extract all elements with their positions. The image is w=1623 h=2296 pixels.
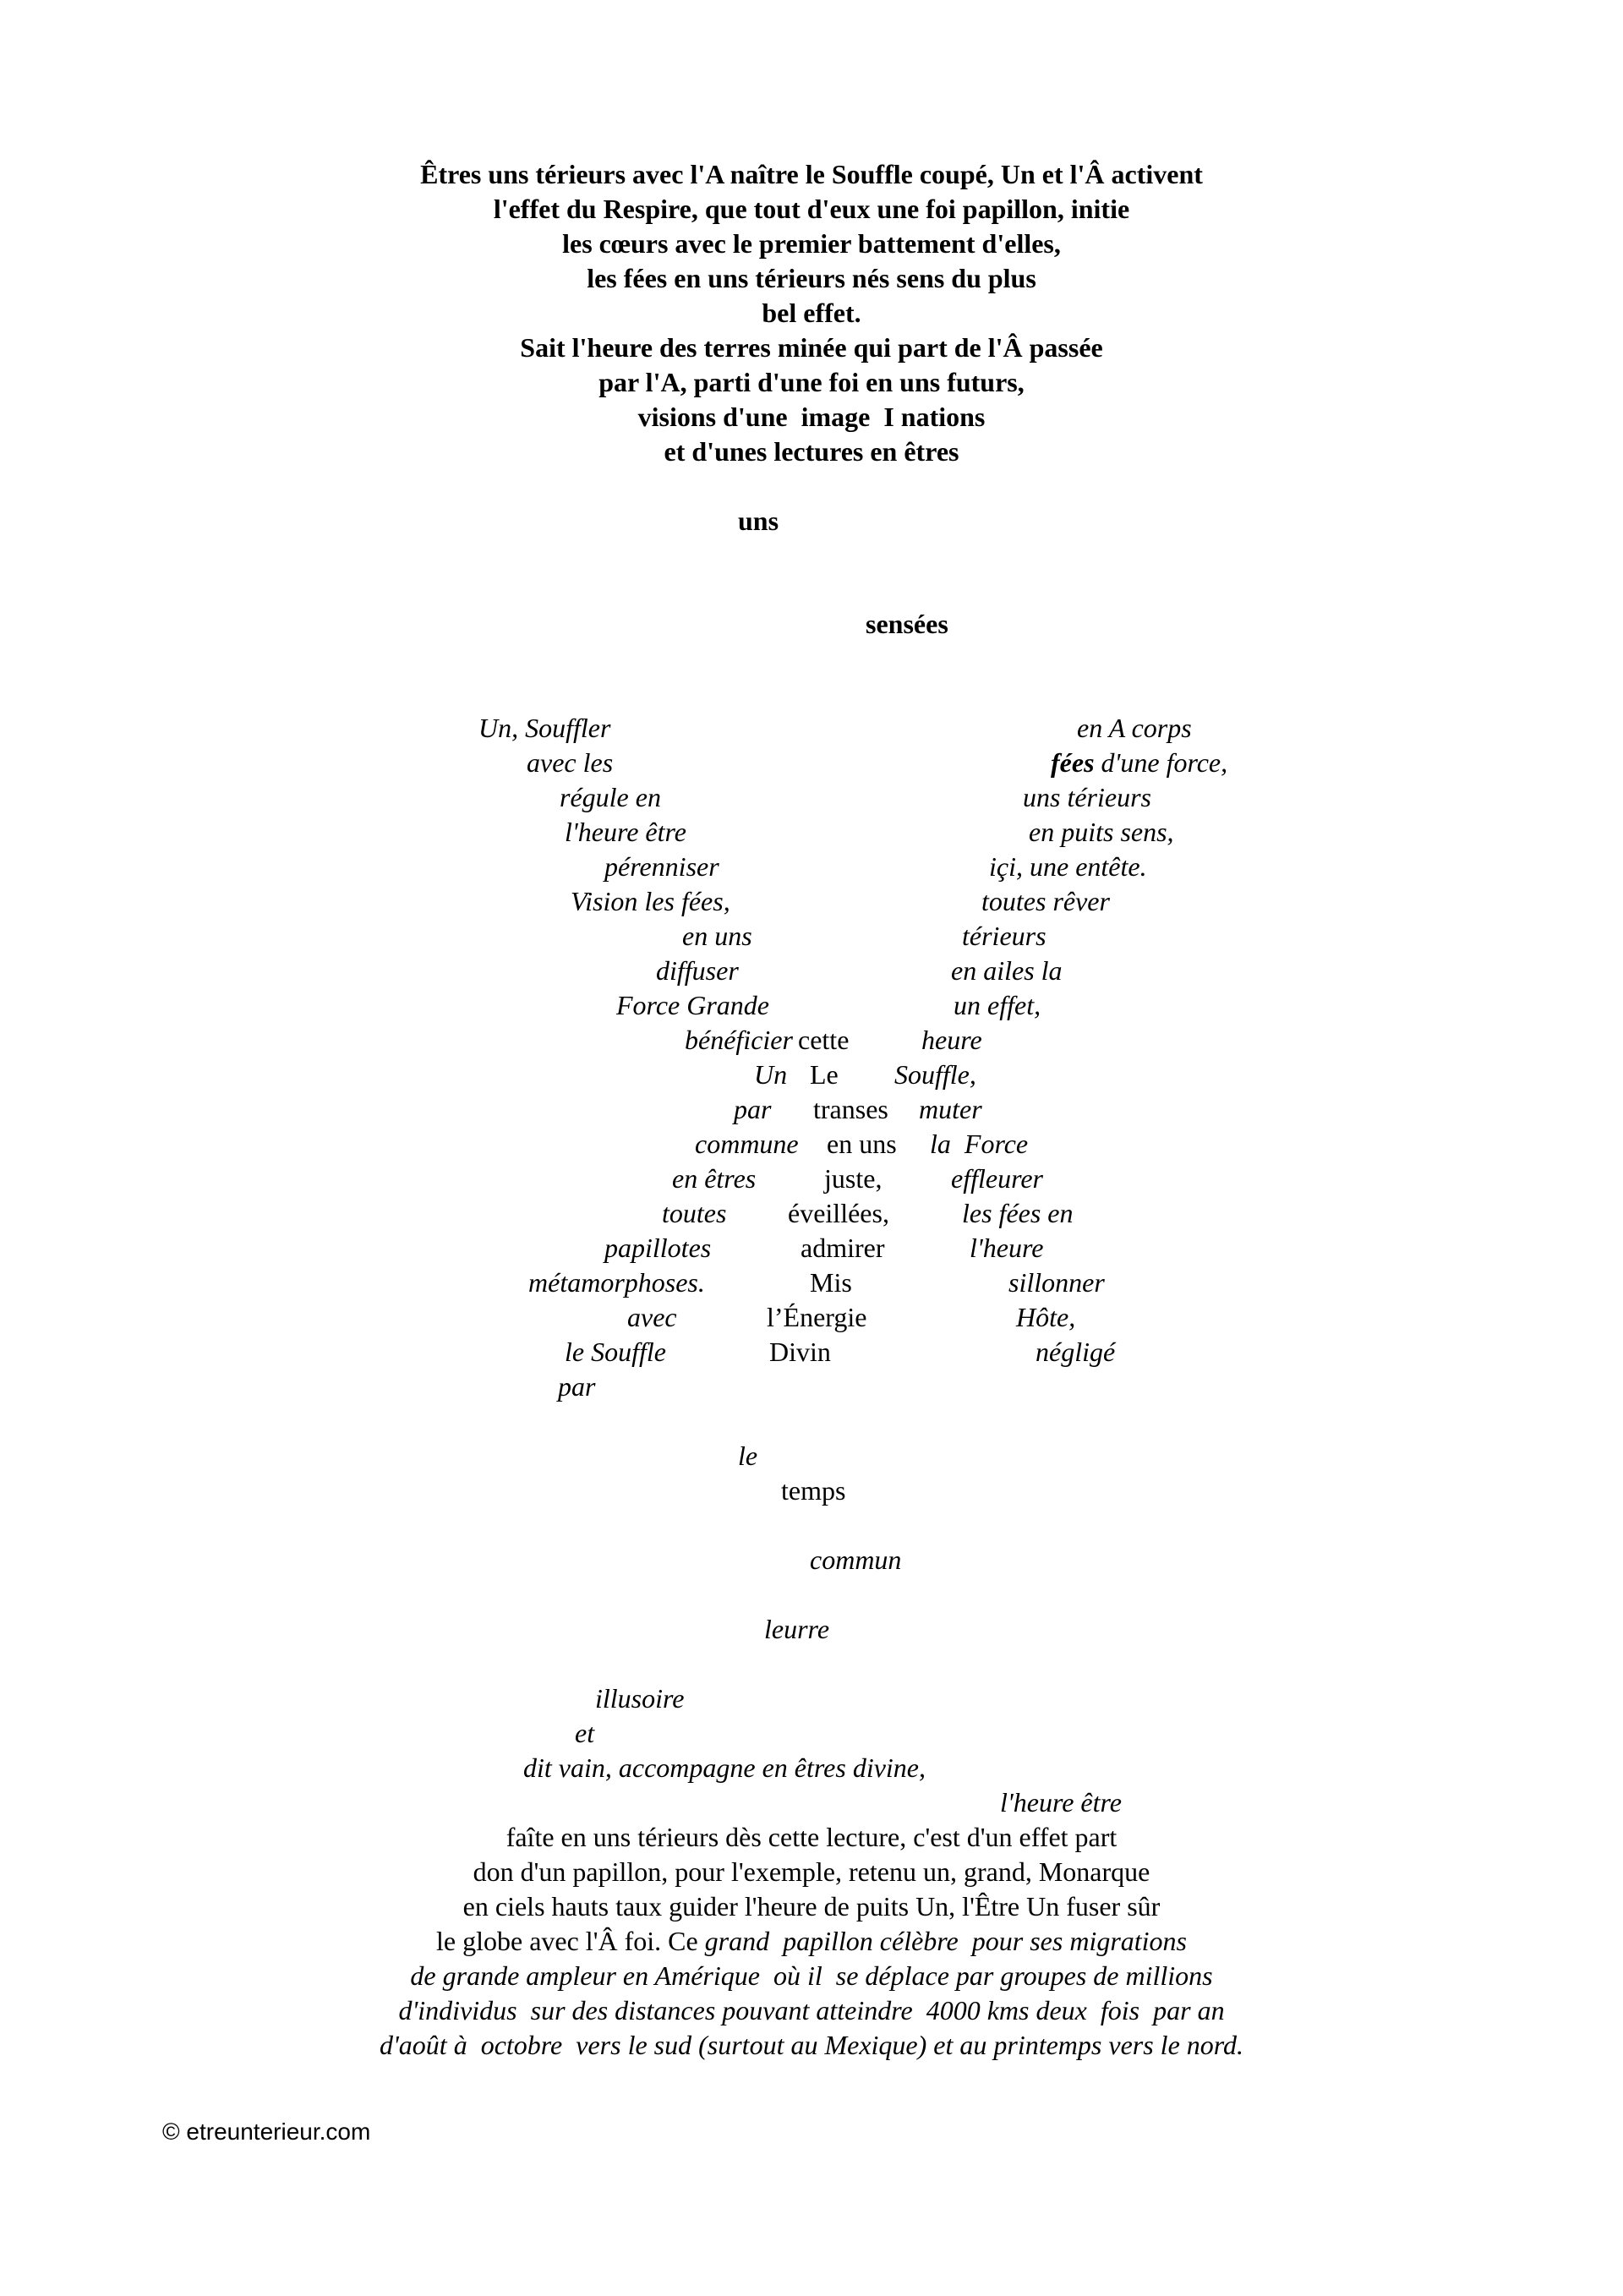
- left-wing-line-6: Vision les fées,: [571, 886, 730, 916]
- tail-word-leurre: leurre: [764, 1614, 830, 1644]
- body-line-8: Mis: [810, 1267, 852, 1298]
- right-wing-line-18: Hôte,: [1016, 1302, 1076, 1332]
- tail-word-le: le: [738, 1440, 758, 1471]
- right-wing-line-7: térieurs: [962, 921, 1046, 951]
- left-wing-line-12: par: [734, 1094, 772, 1124]
- intro-line-3: les cœurs avec le premier battement d'elles,: [562, 228, 1061, 259]
- body-line-6: éveillées,: [788, 1198, 889, 1228]
- closing-line-1: faîte en uns térieurs dès cette lecture, c'est d'un effet part: [505, 1822, 1118, 1852]
- intro-line-9: et d'unes lectures en êtres: [664, 436, 959, 467]
- closing-line-4: [0, 1927, 1623, 1954]
- intro-line-4: les fées en uns térieurs nés sens du plus: [587, 263, 1036, 293]
- left-wing-line-15: toutes: [662, 1198, 727, 1228]
- left-wing-line-5: pérenniser: [604, 851, 719, 882]
- left-wing-line-4: l'heure être: [565, 817, 686, 847]
- right-wing-line-8: en ailes la: [951, 955, 1063, 986]
- body-line-7: admirer: [801, 1233, 885, 1263]
- closing-line-4-italic: grand papillon célèbre pour ses migrations: [704, 1926, 1187, 1956]
- right-wing-line-17: sillonner: [1008, 1267, 1105, 1298]
- right-wing-line-10: heure: [921, 1025, 982, 1055]
- left-wing-line-1: Un, Souffler: [478, 713, 611, 743]
- closing-line-2: don d'un papillon, pour l'exemple, retenu un, grand, Monarque: [473, 1856, 1150, 1887]
- body-line-10: Divin: [769, 1337, 831, 1367]
- fees-rest: d'une force,: [1101, 747, 1228, 778]
- intro-line-6: Sait l'heure des terres minée qui part de l'Â passée: [520, 332, 1103, 363]
- left-wing-line-20: par: [558, 1371, 596, 1402]
- intro-line-7: par l'A, parti d'une foi en uns futurs,: [598, 367, 1025, 397]
- right-wing-line-19: négligé: [1036, 1337, 1116, 1367]
- left-wing-line-13: commune: [695, 1129, 799, 1159]
- right-wing-line-6: toutes rêver: [981, 886, 1110, 916]
- closing-line-4-roman: le globe avec l'Â foi. Ce: [436, 1926, 705, 1956]
- right-wing-line-15: les fées en: [962, 1198, 1074, 1228]
- tail-line-heure-etre: l'heure être: [1000, 1787, 1122, 1818]
- left-wing-line-16: papillotes: [604, 1233, 712, 1263]
- right-wing-line-5: içi, une entête.: [989, 851, 1147, 882]
- right-wing-line-4: en puits sens,: [1029, 817, 1174, 847]
- intro-line-8: visions d'une image I nations: [637, 402, 986, 432]
- tail-word-commun: commun: [810, 1544, 902, 1575]
- body-line-3: transes: [813, 1094, 888, 1124]
- fees-bold-word: fées: [1051, 747, 1095, 778]
- left-wing-line-3: régule en: [560, 782, 661, 812]
- right-wing-line-1: en A corps: [1077, 713, 1192, 743]
- left-wing-line-7: en uns: [682, 921, 752, 951]
- body-line-5: juste,: [824, 1163, 883, 1194]
- closing-line-5: de grande ampleur en Amérique où il se déplace par groupes de millions: [410, 1960, 1213, 1991]
- body-line-4: en uns: [827, 1129, 897, 1159]
- left-wing-line-8: diffuser: [656, 955, 739, 986]
- right-wing-line-12: muter: [919, 1094, 982, 1124]
- intro-line-1: Êtres uns térieurs avec l'A naître le Souffle coupé, Un et l'Â activent: [420, 159, 1203, 189]
- left-wing-line-9: Force Grande: [616, 990, 769, 1020]
- tail-line-dit-vain: dit vain, accompagne en êtres divine,: [523, 1752, 926, 1783]
- closing-line-3: en ciels hauts taux guider l'heure de puits Un, l'Être Un fuser sûr: [462, 1891, 1161, 1922]
- left-wing-line-19: le Souffle: [565, 1337, 666, 1367]
- left-wing-line-17: métamorphoses.: [528, 1267, 705, 1298]
- right-wing-line-11: Souffle,: [894, 1059, 976, 1090]
- left-wing-line-14: en êtres: [672, 1163, 757, 1194]
- closing-line-7: d'août à octobre vers le sud (surtout au Mexique) et au printemps vers le nord.: [379, 2030, 1244, 2060]
- intro-line-2: l'effet du Respire, que tout d'eux une foi papillon, initie: [493, 194, 1130, 224]
- right-wing-line-13: la Force: [930, 1129, 1029, 1159]
- intro-line-5: bel effet.: [762, 298, 861, 328]
- body-line-9: l’Énergie: [767, 1302, 867, 1332]
- floating-word-uns: uns: [738, 506, 779, 536]
- body-line-1: cette: [798, 1025, 850, 1055]
- left-wing-line-11: Un: [754, 1059, 788, 1090]
- right-wing-line-9: un effet,: [954, 990, 1041, 1020]
- tail-word-et: et: [575, 1718, 595, 1748]
- tail-word-temps: temps: [781, 1475, 846, 1506]
- closing-line-6: d'individus sur des distances pouvant atteindre 4000 kms deux fois par an: [398, 1995, 1225, 2025]
- copyright-footer: © etreunterieur.com: [162, 2118, 371, 2145]
- right-wing-line-14: effleurer: [951, 1163, 1043, 1194]
- left-wing-line-10: bénéficier: [685, 1025, 793, 1055]
- left-wing-line-2: avec les: [527, 747, 614, 778]
- floating-word-sensees: sensées: [866, 609, 948, 639]
- body-line-2: Le: [810, 1059, 839, 1090]
- tail-word-illusoire: illusoire: [595, 1683, 685, 1714]
- right-wing-line-16: l'heure: [970, 1233, 1044, 1263]
- right-wing-line-2: [1051, 749, 1227, 776]
- right-wing-line-3: uns térieurs: [1023, 782, 1151, 812]
- left-wing-line-18: avec: [627, 1302, 677, 1332]
